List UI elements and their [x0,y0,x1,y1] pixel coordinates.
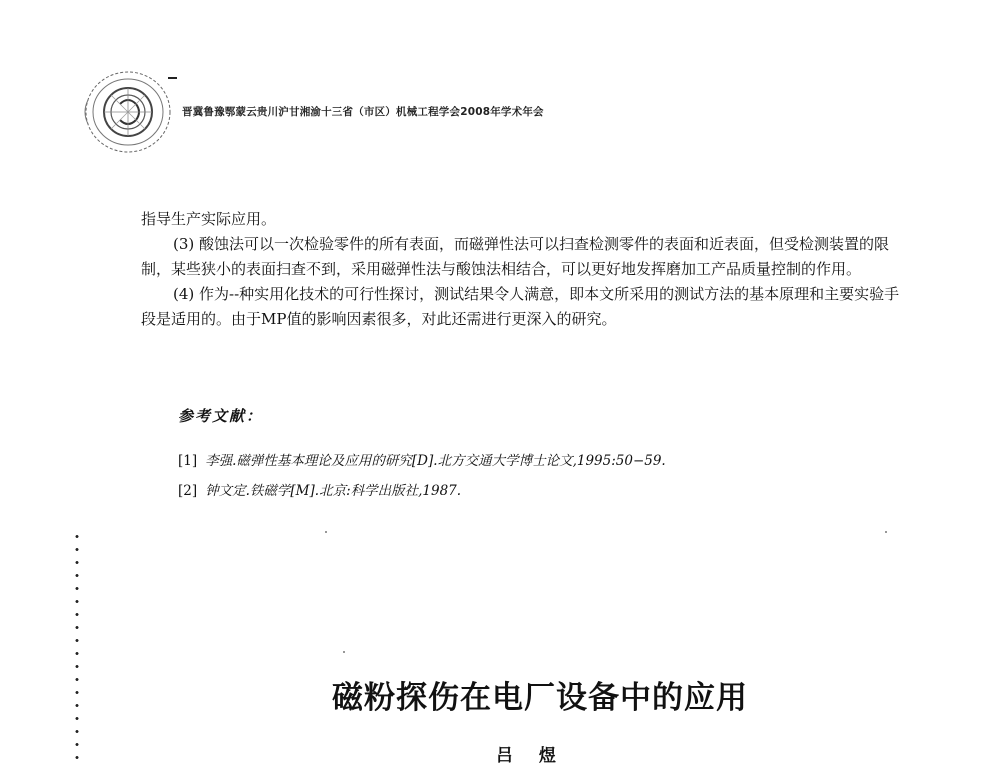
conference-logo [80,60,180,160]
paragraph: (3) 酸蚀法可以一次检验零件的所有表面，而磁弹性法可以扫查检测零件的表面和近表面，但受检测装置的限制，某些狭小的表面扫查不到，采用磁弹性法与酸蚀法相结合，可以更好地发挥磨加工产品质量控制的作用。 [141,235,890,278]
reference-text: 李强.磁弹性基本理论及应用的研究[D].北方交通大学博士论文,1995:50−59. [205,453,666,469]
scan-speck [885,531,887,533]
paragraph: (4) 作为--种实用化技术的可行性探讨，测试结果令人满意，即本文所采用的测试方法的基本原理和主要实验手段是适用的。由于MP值的影响因素很多，对此还需进行更深入的研究。 [141,285,900,328]
conference-header: 晋冀鲁豫鄂蒙云贵川沪甘湘渝十三省（市区）机械工程学会2008年学术年会 [182,106,544,118]
reference-item [178,476,666,506]
scan-speck [343,651,345,653]
reference-number: [1] [178,453,198,469]
article-author: 吕 煜 [496,746,566,766]
reference-number: [2] [178,483,198,499]
scan-speck [325,531,327,533]
body-text [141,207,911,332]
references-list [178,446,666,506]
reference-item [178,446,666,476]
reference-text: 钟文定.铁磁学[M].北京:科学出版社,1987. [205,483,462,499]
paragraph: 指导生产实际应用。 [141,210,277,228]
references-heading: 参考文献： [178,407,264,425]
article-title: 磁粉探伤在电厂设备中的应用 [332,680,748,716]
binding-dots [74,530,80,760]
